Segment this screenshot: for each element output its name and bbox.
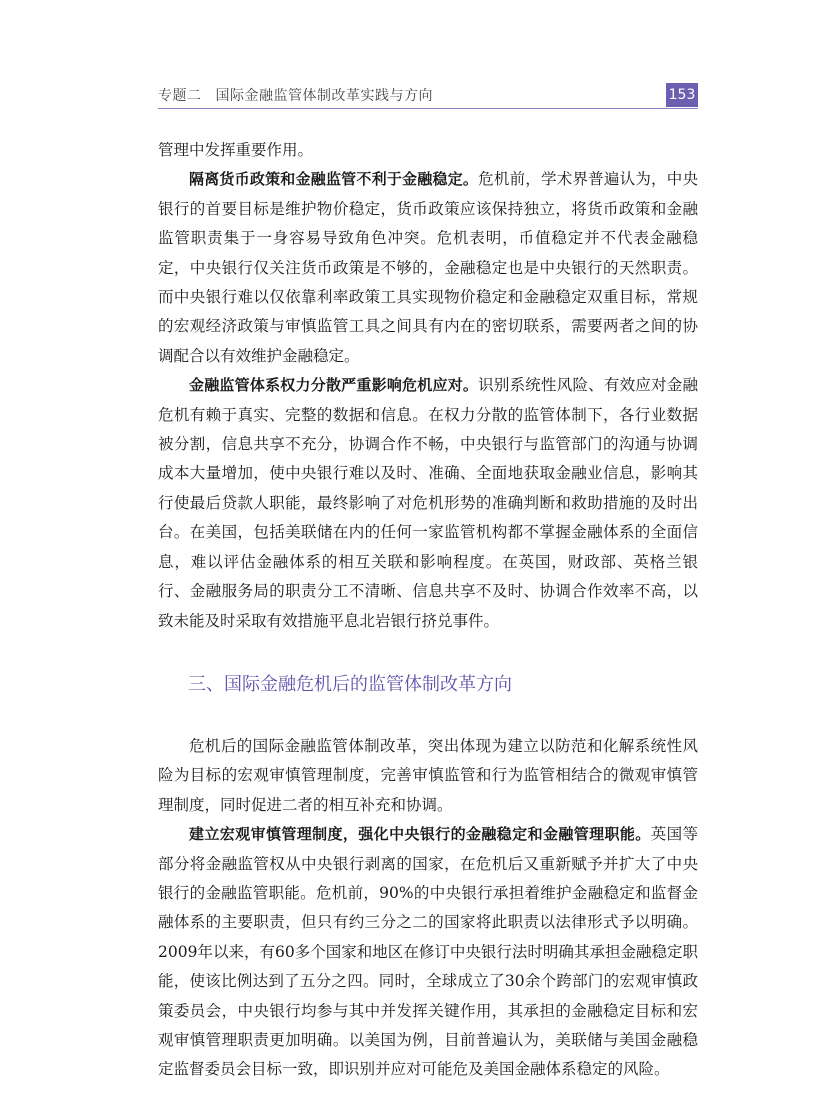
body-paragraph: [158, 165, 698, 371]
paragraph-text: 危机前，学术界普遍认为，中央银行的首要目标是维护物价稳定，货币政策应该保持独立，将货币政策和金融监管职责集于一身容易导致角色冲突。危机表明，币值稳定并不代表金融稳定，中央银行仅关注货币政策是不够的，金融稳定也是中央银行的天然职责。而中央银行难以仅依靠利率政策工具实现物价稳定和金融稳定双重目标，常规的宏观经济政策与审慎监管工具之间具有内在的密切联系，需要两者之间的协调配合以有效维护金融稳定。: [158, 170, 698, 365]
paragraph-lead: 隔离货币政策和金融监管不利于金融稳定。: [189, 170, 479, 189]
running-header: [158, 83, 698, 107]
paragraph-lead: 建立宏观审慎管理制度，强化中央银行的金融稳定和金融管理职能。: [189, 825, 651, 844]
page-number-badge: 153: [666, 83, 698, 107]
body-paragraph: [158, 820, 698, 1085]
section-heading: 三、国际金融危机后的监管体制改革方向: [188, 673, 512, 695]
paragraph-text: 识别系统性风险、有效应对金融危机有赖于真实、完整的数据和信息。在权力分散的监管体制下，各行业数据被分割，信息共享不充分，协调合作不畅，中央银行与监管部门的沟通与协调成本大量增加，使中央银行难以及时、准确、全面地获取金融业信息，影响其行使最后贷款人职能，最终影响了对危机形势的准确判断和救助措施的及时出台。在美国，包括美联储在内的任何一家监管机构都不掌握金融体系的全面信息，难以评估金融体系的相互关联和影响程度。在英国，财政部、英格兰银行、金融服务局的职责分工不清晰、信息共享不及时、协调合作效率不高，以致未能及时采取有效措施平息北岩银行挤兑事件。: [158, 376, 698, 630]
paragraph-text: 危机后的国际金融监管体制改革，突出体现为建立以防范和化解系统性风险为目标的宏观审慎管理制度，完善审慎监管和行为监管相结合的微观审慎管理制度，同时促进二者的相互补充和协调。: [158, 736, 698, 814]
paragraph-lead: 金融监管体系权力分散严重影响危机应对。: [189, 376, 479, 395]
header-title-line: [158, 85, 433, 105]
page-body: [158, 136, 698, 1085]
body-paragraph: [158, 732, 698, 820]
body-paragraph: [158, 136, 698, 165]
paragraph-text: 管理中发挥重要作用。: [158, 141, 314, 159]
paragraph-text: 英国等部分将金融监管权从中央银行剥离的国家，在危机后又重新赋予并扩大了中央银行的金融监管职能。危机前，90%的中央银行承担着维护金融稳定和监督金融体系的主要职责，但只有约三分之二的国家将此职责以法律形式予以明确。2009年以来，有60多个国家和地区在修订中央银行法时明确其承担金融稳定职能，使该比例达到了五分之四。同时，全球成立了30余个跨部门的宏观审慎政策委员会，中央银行均参与其中并发挥关键作用，其承担的金融稳定目标和宏观审慎管理职责更加明确。以美国为例，目前普遍认为，美联储与美国金融稳定监督委员会目标一致，即识别并应对可能危及美国金融体系稳定的风险。: [158, 825, 698, 1079]
header-divider: [158, 108, 698, 109]
header-topic: 专题二: [158, 88, 202, 104]
body-paragraph: [158, 371, 698, 636]
header-chapter-title: 国际金融监管体制改革实践与方向: [215, 88, 433, 104]
